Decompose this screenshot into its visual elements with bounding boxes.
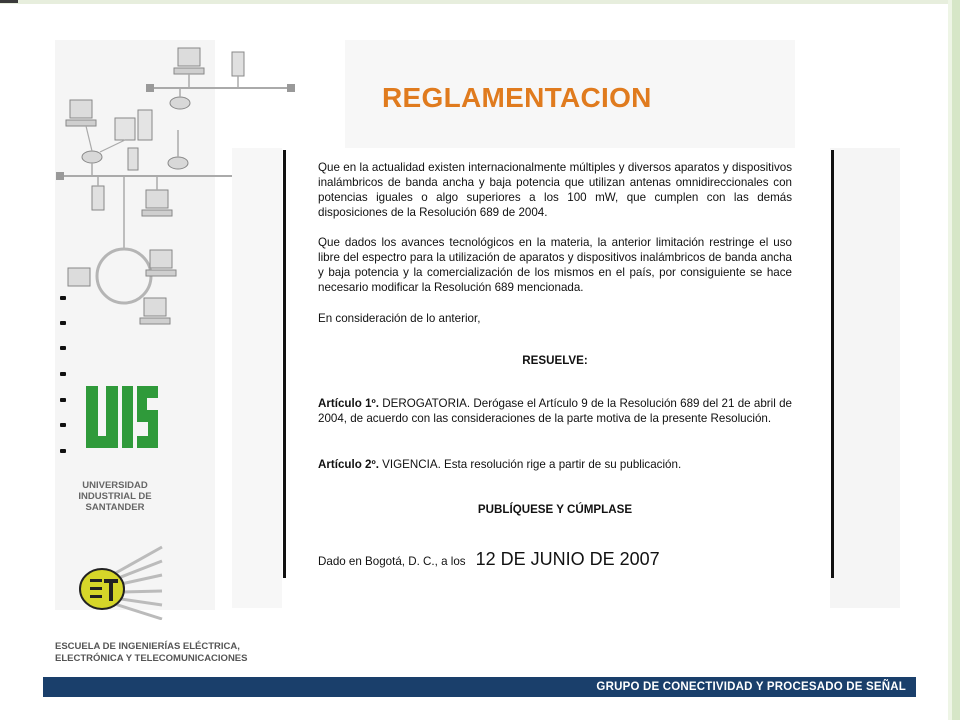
school-name-line1: ESCUELA DE INGENIERÍAS ELÉCTRICA, [55, 641, 240, 652]
bullet-icon [60, 423, 66, 427]
footer-group-name: GRUPO DE CONECTIVIDAD Y PROCESADO DE SEÑAL [596, 681, 906, 693]
slide-title: REGLAMENTACION [382, 82, 652, 113]
university-name: UNIVERSIDAD INDUSTRIAL DE SANTANDER [78, 480, 152, 513]
dated-prefix: Dado en Bogotá, D. C., a los [318, 555, 466, 568]
bullet-icon [60, 398, 66, 402]
bullet-icon [60, 372, 66, 376]
document-shadow-left [232, 148, 282, 608]
article-2-label: Artículo 2º. [318, 458, 379, 471]
paragraph-1: Que en la actualidad existen internacionalmente múltiples y diversos aparatos y dispositivos inalámbricos de banda ancha y baja potencia que utilizan antenas omnidireccionales con potencias iguales o algo superiores a los 100 mW, que cumplen con las demás disposiciones de la Resolución 689 de 2004. [318, 161, 792, 219]
bullet-icon [60, 296, 66, 300]
article-2 [318, 457, 792, 472]
school-name [55, 641, 315, 665]
school-name-line2: ELECTRÓNICA Y TELECOMUNICACIONES [55, 653, 248, 664]
article-1-label: Artículo 1º. [318, 397, 379, 410]
right-border [952, 0, 960, 720]
footer-bar [43, 677, 916, 697]
bullet-icon [60, 449, 66, 453]
article-1-text: DEROGATORIA. Derógase el Artículo 9 de la Resolución 689 del 21 de abril de 2004, de acuerdo con las consideraciones de la parte motiva de la presente Resolución. [318, 397, 792, 425]
document-shadow-right [830, 148, 900, 608]
bullet-icon [60, 346, 66, 350]
paragraph-2: Que dados los avances tecnológicos en la materia, la anterior limitación restringe el uso libre del espectro para la utilización de aparatos y dispositivos inalámbricos de banda ancha y baja potencia y la comercialización de los mismos en el país, por consiguiente se hace necesario modificar la Resolución 689 mencionada. [318, 236, 792, 294]
publiquese-heading: PUBLÍQUESE Y CÚMPLASE [477, 503, 633, 516]
dated-line [318, 549, 792, 569]
resuelve-heading: RESUELVE: [522, 354, 588, 367]
paragraph-3: En consideración de lo anterior, [318, 312, 481, 325]
article-1 [318, 396, 792, 426]
uis-logo [80, 378, 160, 458]
bullet-icon [60, 321, 66, 325]
dated-date: 12 DE JUNIO DE 2007 [475, 549, 660, 569]
article-2-text: VIGENCIA. Esta resolución rige a partir de su publicación. [378, 458, 682, 471]
e3t-logo [70, 545, 165, 620]
